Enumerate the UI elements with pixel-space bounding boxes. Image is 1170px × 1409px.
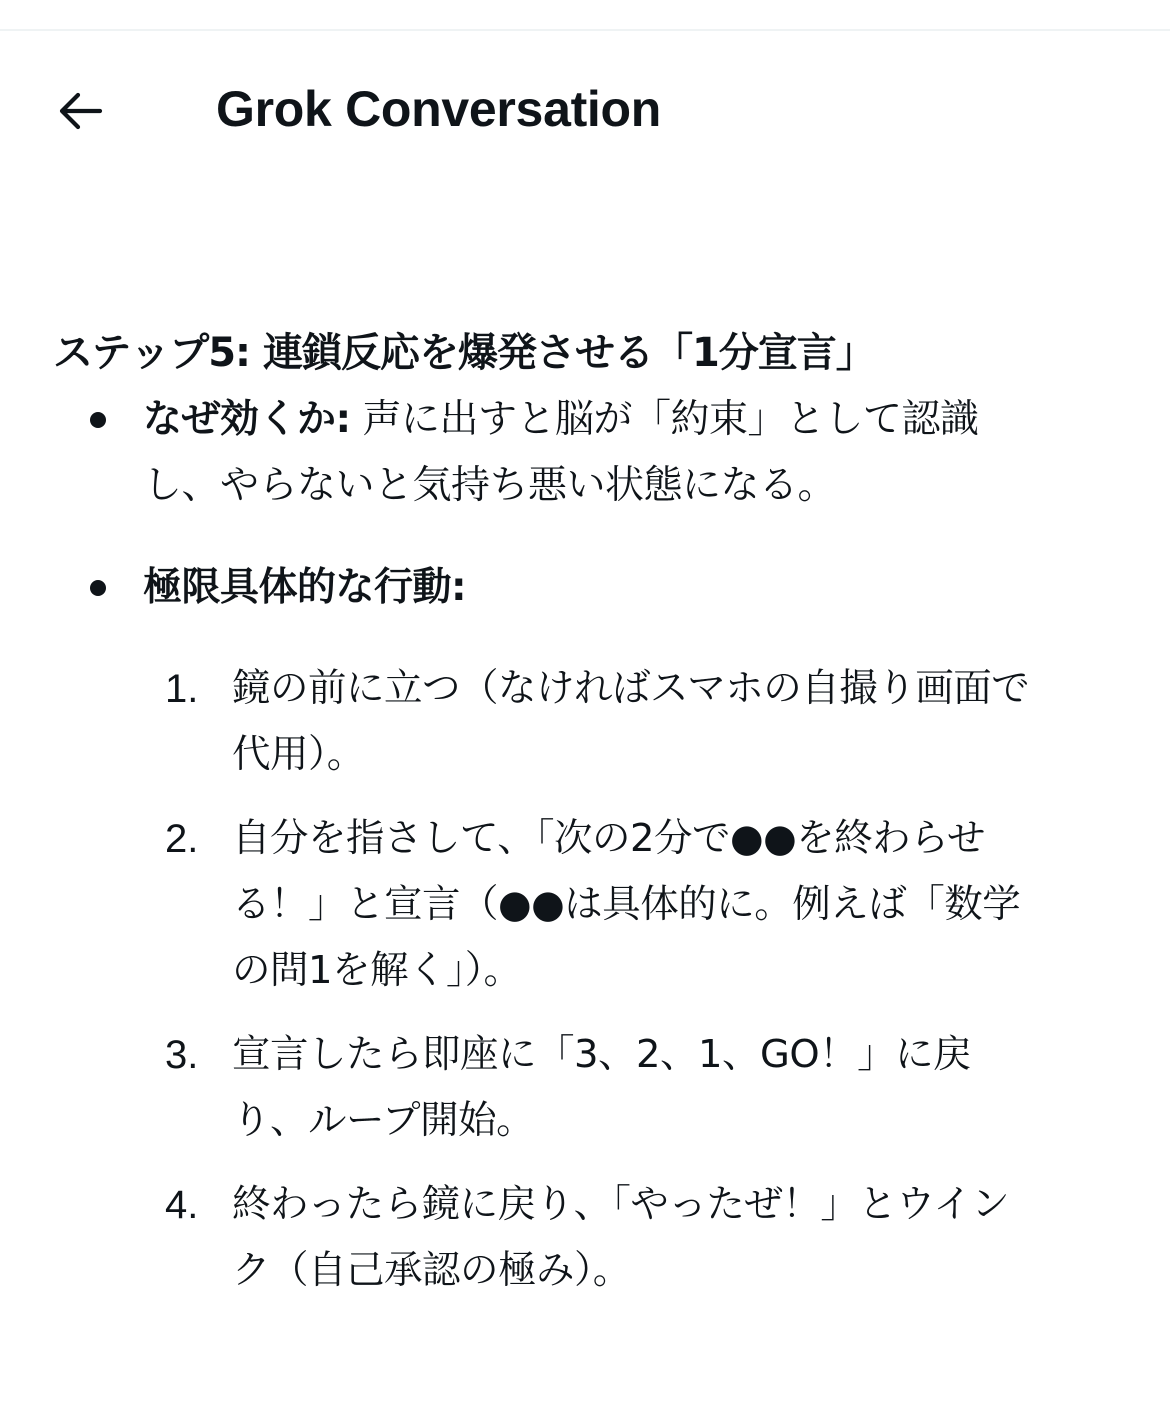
step-line: 代用）。 xyxy=(232,732,365,777)
bullet-concrete-actions xyxy=(143,555,1133,621)
back-button[interactable] xyxy=(40,71,120,151)
bullet-why-it-works xyxy=(143,387,1133,519)
arrow-left-icon xyxy=(56,91,104,131)
step-line: 終わったら鏡に戻り、「やったぜ！」とウイン xyxy=(232,1182,1010,1227)
step-line: 自分を指さして、「次の2分で●●を終わらせ xyxy=(232,816,986,861)
step-number: 4. xyxy=(165,1183,199,1227)
bullet-text-line: し、やらないと気持ち悪い状態になる。 xyxy=(143,463,837,508)
bullet-dot xyxy=(90,412,106,428)
step-heading: ステップ5: 連鎖反応を爆発させる「1分宣言」 xyxy=(53,330,875,376)
bullet-text-line: 声に出すと脳が「約束」として認識 xyxy=(350,397,979,442)
step-item xyxy=(232,1022,1132,1154)
step-line: り、ループ開始。 xyxy=(232,1098,535,1143)
step-line: の問1を解く」）。 xyxy=(232,948,522,993)
app-header xyxy=(0,31,1170,191)
step-line: 鏡の前に立つ（なければスマホの自撮り画面で xyxy=(232,666,1030,711)
bullet-label: 極限具体的な行動: xyxy=(143,565,467,610)
step-number: 1. xyxy=(165,667,199,711)
bullet-dot xyxy=(90,580,106,596)
page-title: Grok Conversation xyxy=(216,81,661,137)
step-line: る！」と宣言（●●は具体的に。例えば「数学 xyxy=(232,882,1021,927)
step-number: 3. xyxy=(165,1033,199,1077)
step-line: 宣言したら即座に「3、2、1、GO！」に戻 xyxy=(232,1032,972,1077)
step-item xyxy=(232,806,1132,1004)
bullet-label: なぜ効くか: xyxy=(143,397,351,442)
step-item xyxy=(232,1172,1132,1304)
step-item xyxy=(232,656,1132,788)
step-number: 2. xyxy=(165,817,199,861)
step-line: ク（自己承認の極み）。 xyxy=(232,1248,631,1293)
